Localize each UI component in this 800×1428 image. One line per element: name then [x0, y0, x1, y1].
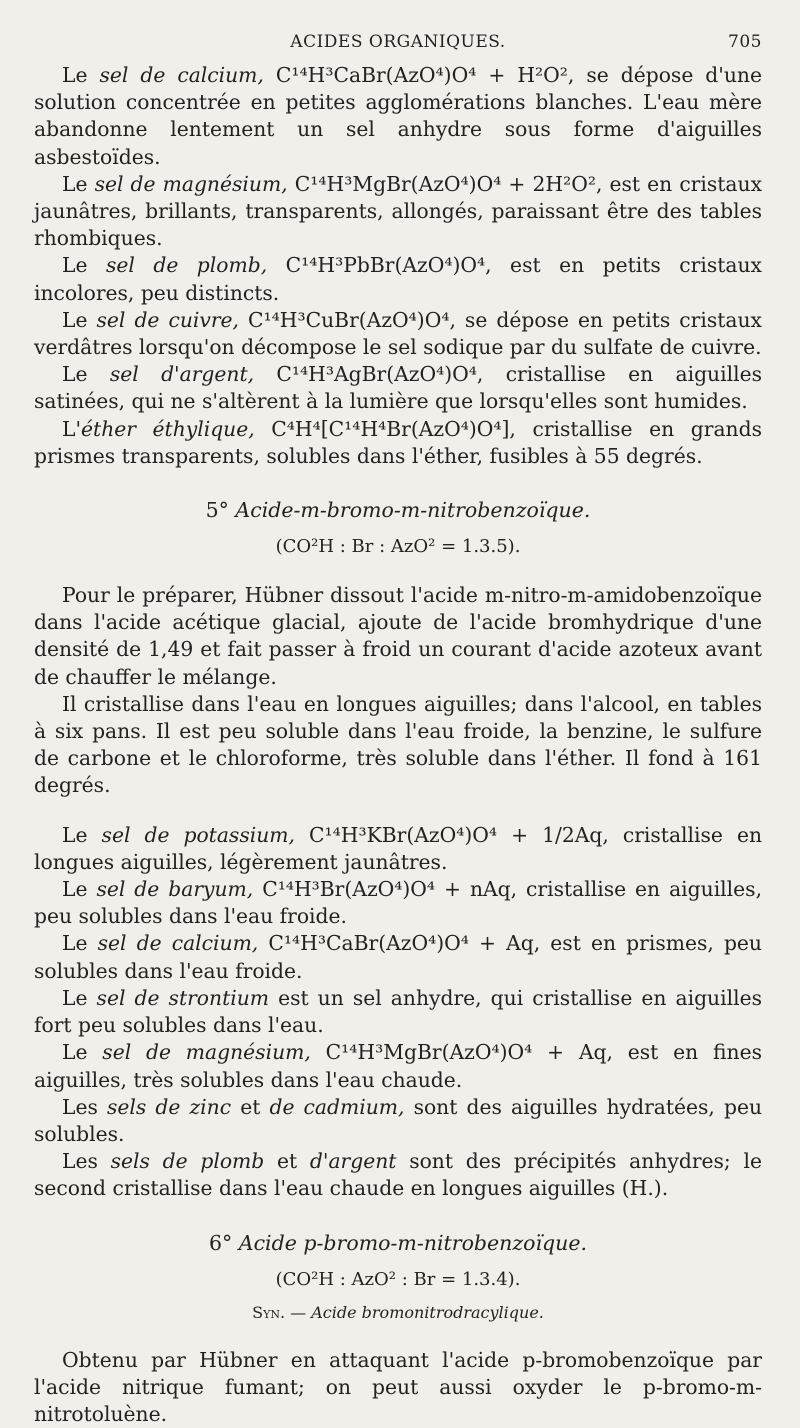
- section-5-number: 5°: [205, 498, 229, 523]
- paragraph-lead-silver-salts: Les sels de plomb et d'argent sont des précipités anhydres; le second cristallise dans l'eau chaude en longues aiguilles (H.).: [34, 1149, 762, 1201]
- section-6-formula: (CO²H : AzO² : Br = 1.3.4).: [275, 1268, 521, 1290]
- section-6-title: Acide p-bromo-m-nitrobenzoïque.: [238, 1230, 588, 1255]
- synonym-label: Syn. —: [252, 1302, 307, 1322]
- paragraph-magnesium-salt-2: Le sel de magnésium, C¹⁴H³MgBr(AzO⁴)O⁴ + Aq, est en fines aiguilles, très solubles dans l'eau chaude.: [34, 1040, 762, 1092]
- paragraph-potassium-salt: Le sel de potassium, C¹⁴H³KBr(AzO⁴)O⁴ + 1/2Aq, cristallise en longues aiguilles, légèrement jaunâtres.: [34, 822, 763, 874]
- section-6-number: 6°: [208, 1230, 233, 1255]
- section-6-synonym: [34, 1301, 762, 1325]
- section-5-properties: Il cristallise dans l'eau en longues aiguilles; dans l'alcool, en tables à six pans. Il est peu soluble dans l'eau froide, la benzine, le sulfure de carbone et le chloroforme, très soluble dans l'éther. Il fond à 161 degrés.: [34, 691, 762, 798]
- running-header: [34, 0, 762, 62]
- section-5-title: Acide-m-bromo-m-nitrobenzoïque.: [235, 498, 591, 523]
- page-number: 705: [728, 32, 762, 52]
- paragraph-copper-salt: Le sel de cuivre, C¹⁴H³CuBr(AzO⁴)O⁴, se dépose en petits cristaux verdâtres lorsqu'on décompose le sel sodique par du sulfate de cuivre.: [34, 307, 762, 360]
- section-6-heading: [34, 1229, 762, 1257]
- paragraph-magnesium-salt: Le sel de magnésium, C¹⁴H³MgBr(AzO⁴)O⁴ + 2H²O², est en cristaux jaunâtres, brillants, transparents, allongés, paraissant être des tables rhombiques.: [34, 171, 763, 251]
- paragraph-lead-salt: Le sel de plomb, C¹⁴H³PbBr(AzO⁴)O⁴, est en petits cristaux incolores, peu distincts.: [34, 253, 762, 305]
- running-title: ACIDES ORGANIQUES.: [290, 32, 506, 52]
- section-6: [34, 1229, 762, 1428]
- section-5-preparation: Pour le préparer, Hübner dissout l'acide m-nitro-m-amidobenzoïque dans l'acide acétique glacial, ajoute de l'acide bromhydrique d'une densité de 1,49 et fait passer à froid un courant d'acide azoteux avant de chauffer le mélange.: [34, 583, 762, 689]
- section-5: [34, 496, 762, 1202]
- paragraph-ethyl-ether: L'éther éthylique, C⁴H⁴[C¹⁴H⁴Br(AzO⁴)O⁴], cristallise en grands prismes transparents, solubles dans l'éther, fusibles à 55 degrés.: [34, 416, 762, 468]
- paragraph-silver-salt: Le sel d'argent, C¹⁴H³AgBr(AzO⁴)O⁴, cristallise en aiguilles satinées, qui ne s'altèrent à la lumière que lorsqu'elles sont humides.: [34, 362, 762, 414]
- paragraph-zinc-cadmium-salts: Les sels de zinc et de cadmium, sont des aiguilles hydratées, peu solubles.: [34, 1094, 763, 1146]
- section-5-heading: [34, 496, 762, 524]
- salts-section-previous: [34, 62, 762, 470]
- paragraph-calcium-salt: Le sel de calcium, C¹⁴H³CaBr(AzO⁴)O⁴ + H²O², se dépose d'une solution concentrée en petites agglomérations blanches. L'eau mère abandonne lentement un sel anhydre sous forme d'aiguilles asbestoïdes.: [34, 63, 762, 169]
- section-6-preparation: Obtenu par Hübner en attaquant l'acide p-bromobenzoïque par l'acide nitrique fumant; on peut aussi oxyder le p-bromo-m-nitrotoluène.: [34, 1347, 762, 1426]
- paragraph-calcium-salt-2: Le sel de calcium, C¹⁴H³CaBr(AzO⁴)O⁴ + Aq, est en prismes, peu solubles dans l'eau froide.: [34, 931, 762, 983]
- synonym-text: Acide bromonitrodracylique.: [311, 1302, 544, 1322]
- paragraph-barium-salt: Le sel de baryum, C¹⁴H³Br(AzO⁴)O⁴ + nAq, cristallise en aiguilles, peu solubles dans l'eau froide.: [34, 877, 763, 929]
- section-5-formula: (CO²H : Br : AzO² = 1.3.5).: [275, 536, 521, 558]
- paragraph-strontium-salt: Le sel de strontium est un sel anhydre, qui cristallise en aiguilles fort peu solubles dans l'eau.: [34, 985, 762, 1038]
